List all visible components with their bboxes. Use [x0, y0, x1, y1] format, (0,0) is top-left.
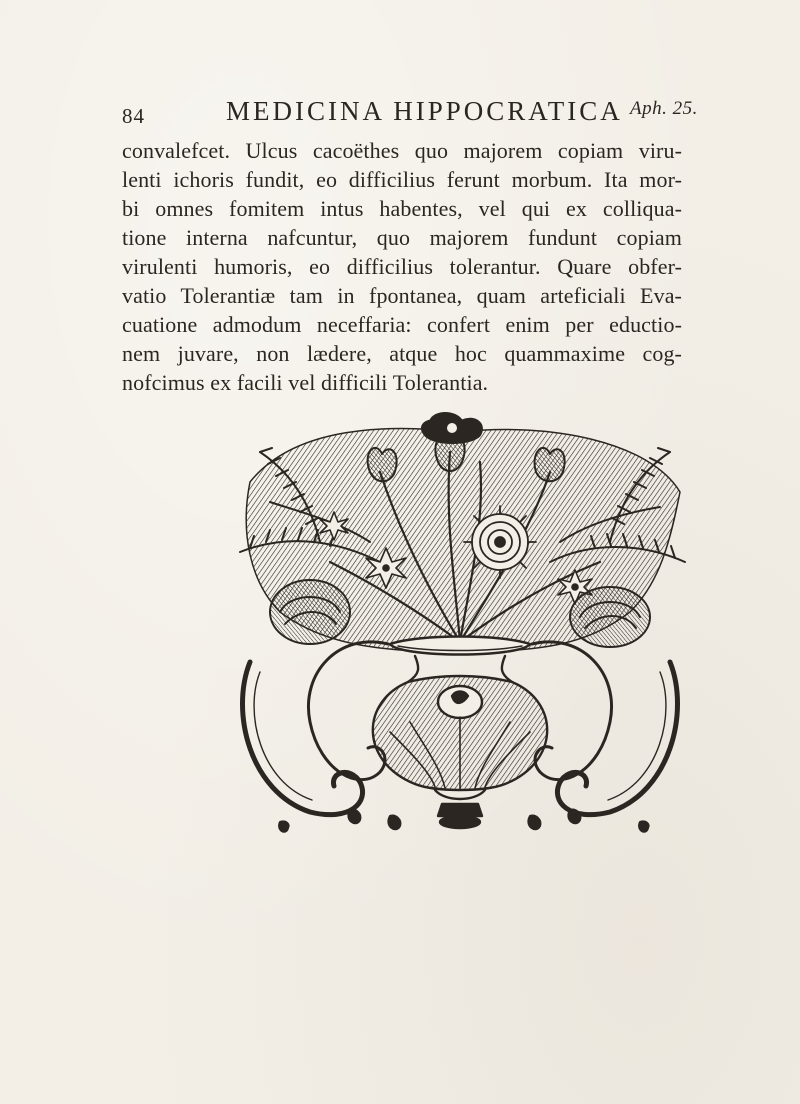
text-line: nofcimus ex facili vel difficili Tolerantia. — [122, 370, 489, 395]
text-line: virulenti humoris, eo difficilius tolerantur. Quare obfer- — [122, 254, 682, 279]
text-line: convalefcet. Ulcus cacoëthes quo majorem copiam viru- — [122, 138, 682, 163]
text-line: vatio Tolerantiæ tam in fpontanea, quam arteficiali Eva- — [122, 283, 682, 308]
page-number: 84 — [122, 104, 145, 128]
text-line: bi omnes fomitem intus habentes, vel qui ex colliqua- — [122, 196, 682, 221]
text-line: cuatione admodum neceffaria: confert enim per eductio- — [122, 312, 682, 337]
text-line: nem juvare, non lædere, atque hoc quammaxime cog- — [122, 341, 682, 366]
flower-vase-engraving-icon — [230, 412, 690, 838]
aphorism-reference: Aph. 25. — [630, 98, 698, 119]
text-line: tione interna nafcuntur, quo majorem fundunt copiam — [122, 225, 682, 250]
running-title: MEDICINA HIPPOCRATICA — [226, 96, 623, 126]
body-text — [122, 136, 682, 397]
page-header — [0, 90, 800, 130]
text-line: lenti ichoris fundit, eo difficilius ferunt morbum. Ita mor- — [122, 167, 682, 192]
